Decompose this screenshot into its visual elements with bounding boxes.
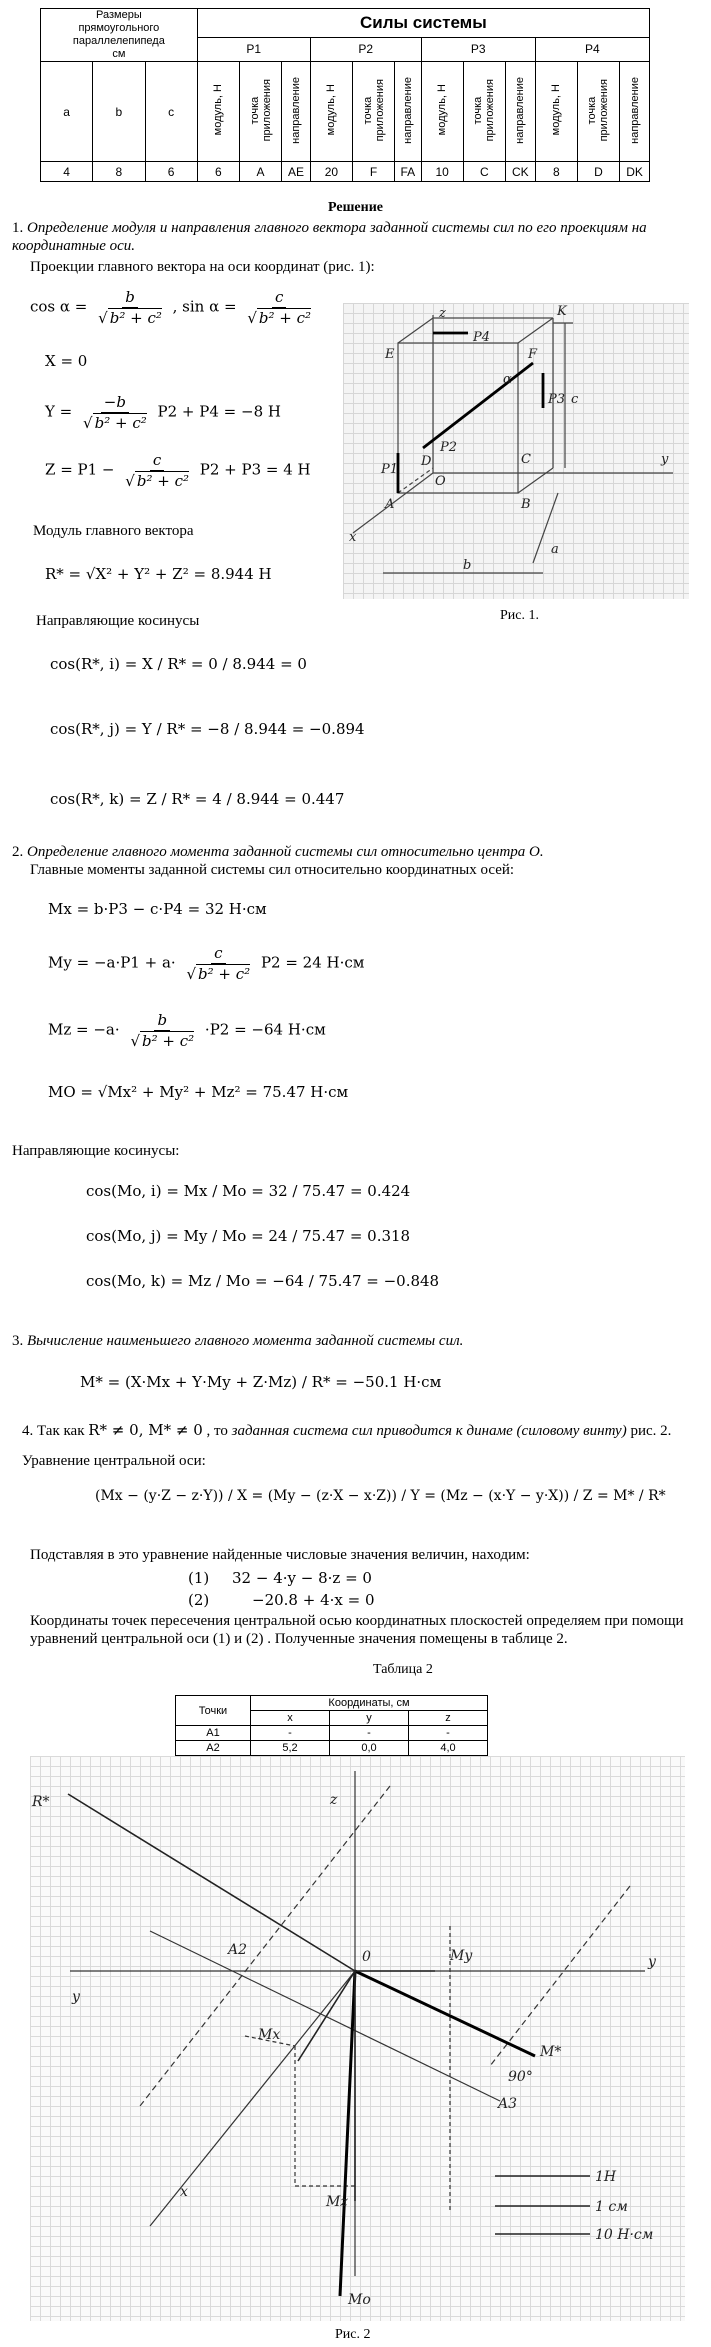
solution-title: Решение <box>328 200 383 215</box>
fig2-label: M* <box>540 2044 562 2060</box>
resultant-cos-k: cos(R*, k) = Z / R* = 4 / 8.944 = 0.447 <box>50 790 345 808</box>
resultant-cos-j: cos(R*, j) = Y / R* = −8 / 8.944 = −0.894 <box>50 720 365 738</box>
table-cell: A1 <box>176 1726 251 1741</box>
fig2-label: A3 <box>498 2096 518 2112</box>
subcol-header: модуль, Н <box>325 84 338 136</box>
subcol-header: точка приложения <box>586 78 611 142</box>
table-2-col: z <box>409 1711 488 1726</box>
fig1-label: α <box>503 372 512 387</box>
substitution-text: Подставляя в это уравнение найденные числовые значения величин, находим: <box>30 1547 530 1563</box>
value-cell: 6 <box>145 162 197 182</box>
value-cell: C <box>463 162 505 182</box>
subcol-header: направление <box>401 76 414 144</box>
subcol-header: направление <box>628 76 641 144</box>
figure-1 <box>343 303 689 599</box>
section-1-intro: Проекции главного вектора на оси координат (рис. 1): <box>30 259 375 275</box>
fig1-label: E <box>385 347 395 362</box>
fig1-label: z <box>439 306 446 321</box>
eq2-number: (2) <box>188 1591 210 1609</box>
moment-y: My = −a·P1 + a· $\frac{c}{\text{√ b² + c²}}$ P2 = 24 Н·см <box>48 944 365 983</box>
fig2-label: 90° <box>508 2069 533 2085</box>
moment-x: Mx = b·P3 − c·P4 = 32 Н·см <box>48 900 267 918</box>
projection-line <box>490 1886 630 2066</box>
value-cell: FA <box>395 162 421 182</box>
value-cell: 10 <box>421 162 463 182</box>
box-edge <box>398 468 433 493</box>
section-2-intro: Главные моменты заданной системы сил относительно координатных осей: <box>30 862 515 878</box>
table-2-title: Таблица 2 <box>373 1662 433 1677</box>
scale-label: 10 Н·см <box>595 2227 654 2243</box>
section-num: 1. <box>12 220 24 236</box>
moment-z: Mz = −a· $\frac{b}{\text{√ b² + c²}}$ ·P2 = −64 Н·см <box>48 1011 326 1050</box>
resultant-cos-i: cos(R*, i) = X / R* = 0 / 8.944 = 0 <box>50 655 307 673</box>
subcol-header: направление <box>289 76 302 144</box>
subcol-header: точка приложения <box>472 78 497 142</box>
subcol-header: модуль, Н <box>212 84 225 136</box>
forces-header: Силы системы <box>197 9 649 38</box>
fig1-label: C <box>521 452 531 467</box>
y-rhs: P2 + P4 = −8 Н <box>157 402 281 421</box>
table-cell: - <box>330 1726 409 1741</box>
value-cell: 20 <box>310 162 352 182</box>
moment-o-arrow <box>340 1971 355 2296</box>
fig2-label: My <box>450 1948 473 1964</box>
box-edge <box>398 318 433 343</box>
fig1-label: K <box>557 304 567 319</box>
fig2-label: Mo <box>348 2292 371 2308</box>
fig2-label: Mx <box>258 2027 281 2043</box>
section-text: рис. 2. <box>626 1423 672 1439</box>
scale-label: 1 см <box>595 2199 628 2215</box>
section-text: заданная система сил приводится к динаме (силовому винту) <box>231 1423 627 1439</box>
subcol-header: модуль, Н <box>436 84 449 136</box>
resultant-modulus: R* = √X² + Y² + Z² = 8.944 Н <box>45 565 272 583</box>
force-p1-header: P1 <box>197 37 310 61</box>
scale-label: 1Н <box>595 2169 617 2185</box>
table-cell: 4,0 <box>409 1741 488 1756</box>
force-p3-header: P3 <box>421 37 535 61</box>
moment-o: MO = √Mx² + My² + Mz² = 75.47 Н·см <box>48 1083 349 1101</box>
fig1-label: A <box>385 497 395 512</box>
section-title: Определение модуля и направления главного вектора заданной системы сил по его проекциям на координатные оси. <box>12 220 647 254</box>
value-cell: D <box>577 162 619 182</box>
projection-line <box>140 1786 390 2106</box>
force-p4-header: P4 <box>535 37 649 61</box>
moment-cos-k: cos(Mo, k) = Mz / Mo = −64 / 75.47 = −0.848 <box>86 1272 440 1290</box>
table-2-coords-header: Координаты, см <box>251 1696 488 1711</box>
moment-cos-j: cos(Mo, j) = My / Mo = 24 / 75.47 = 0.318 <box>86 1227 411 1245</box>
y-lhs: Y = <box>45 402 73 421</box>
fig1-label: c <box>571 392 579 407</box>
dynamo-condition: R* ≠ 0, M* ≠ 0 <box>88 1421 203 1439</box>
value-cell: 8 <box>535 162 577 182</box>
table-row <box>176 1726 488 1741</box>
value-cell: 6 <box>197 162 239 182</box>
y-projection: Y = $\frac{-b}{\text{√ b² + c²}}$ P2 + P4 = −8 Н <box>45 393 281 432</box>
section-num: 4. Так как <box>22 1423 85 1439</box>
fig2-label: A2 <box>228 1942 248 1958</box>
fig2-label: z <box>330 1792 338 1808</box>
my-lhs: My = −a·P1 + a· <box>48 953 176 972</box>
figure-1-drawing <box>343 303 689 599</box>
section-title: Вычисление наименьшего главного момента заданной системы сил. <box>27 1333 464 1349</box>
fig2-label: y <box>648 1954 656 1970</box>
eq1: 32 − 4·y − 8·z = 0 <box>232 1569 372 1587</box>
fig1-label: F <box>528 347 538 362</box>
box-edge <box>518 318 553 343</box>
table-cell: 5,2 <box>251 1741 330 1756</box>
section-2-heading <box>12 844 702 861</box>
z-lhs: Z = P1 − <box>45 460 115 479</box>
figure-2-drawing <box>30 1756 685 2321</box>
minimal-moment: M* = (X·Mx + Y·My + Z·Mz) / R* = −50.1 Н·см <box>80 1373 442 1391</box>
section-num: 3. <box>12 1333 24 1349</box>
box-edge <box>518 468 553 493</box>
force-p2-arrow <box>423 363 533 448</box>
fig1-label: y <box>661 452 669 467</box>
fig1-label: O <box>435 474 446 489</box>
central-axis-label: Уравнение центральной оси: <box>22 1453 206 1469</box>
value-cell: A <box>239 162 281 182</box>
table-2-col: y <box>330 1711 409 1726</box>
dim-a-header: a <box>41 62 93 162</box>
fig2-label: R* <box>32 1794 50 1810</box>
section-1-heading <box>12 219 702 255</box>
forces-table <box>40 8 650 182</box>
force-p2-header: P2 <box>310 37 421 61</box>
modulus-label: Модуль главного вектора <box>33 523 194 539</box>
x-projection: X = 0 <box>45 352 88 370</box>
value-cell: 4 <box>41 162 93 182</box>
fig1-label: D <box>421 454 432 469</box>
fig2-label: Mz <box>326 2194 348 2210</box>
section-4-heading <box>22 1421 711 1440</box>
value-cell: AE <box>282 162 311 182</box>
box-front <box>398 343 518 493</box>
table-2-points-header: Точки <box>176 1696 251 1726</box>
dims-header: Размеры прямоугольного параллелепипеда см <box>41 9 198 62</box>
moment-x-arrow <box>298 1971 355 2061</box>
subcol-header: модуль, Н <box>550 84 563 136</box>
mz-lhs: Mz = −a· <box>48 1020 120 1039</box>
subcol-header: направление <box>514 76 527 144</box>
eq1-number: (1) <box>188 1569 210 1587</box>
section-text: , то <box>202 1423 228 1439</box>
subcol-header: точка приложения <box>361 78 386 142</box>
mz-rhs: ·P2 = −64 Н·см <box>204 1020 326 1039</box>
table-cell: A2 <box>176 1741 251 1756</box>
table-cell: - <box>409 1726 488 1741</box>
fig1-label: x <box>349 530 357 545</box>
cos-sin-formula: cos α = $\frac{b}{\text{√ b² + c²}}$ , sin α = $\frac{c}{\text{√ b² + c²}}$ <box>30 288 312 327</box>
eq2: −20.8 + 4·x = 0 <box>252 1591 375 1609</box>
my-rhs: P2 = 24 Н·см <box>260 953 365 972</box>
section-num: 2. <box>12 844 24 860</box>
value-cell: F <box>352 162 394 182</box>
z-rhs: P2 + P3 = 4 Н <box>199 460 311 479</box>
value-cell: DK <box>620 162 650 182</box>
fig1-label: b <box>463 558 472 573</box>
sin-alpha-label: , sin α = <box>172 297 237 316</box>
fig1-label: P1 <box>381 462 399 477</box>
section-title: Определение главного момента заданной системы сил относительно центра О. <box>27 844 544 860</box>
fig1-label: B <box>521 497 531 512</box>
figure-2-caption: Рис. 2 <box>335 2327 371 2342</box>
table-2-col: x <box>251 1711 330 1726</box>
figure-2 <box>30 1756 685 2321</box>
cos-alpha-label: cos α = <box>30 297 88 316</box>
fig1-label: P2 <box>440 440 458 455</box>
fig1-label: P3 <box>548 392 566 407</box>
z-projection: Z = P1 − $\frac{c}{\text{√ b² + c²}}$ P2 + P3 = 4 Н <box>45 451 311 490</box>
dim-b-header: b <box>93 62 145 162</box>
dim-c-header: c <box>145 62 197 162</box>
moment-cos-i: cos(Mo, i) = Mx / Mo = 32 / 75.47 = 0.424 <box>86 1182 411 1200</box>
value-cell: 8 <box>93 162 145 182</box>
coords-text: Координаты точек пересечения центральной осью координатных плоскостей определяем при помощи уравнений центральной оси (1) и (2) . Полученные значения помещены в таблице 2. <box>30 1613 684 1647</box>
fig1-label: a <box>551 542 559 557</box>
dircos-label-1: Направляющие косинусы <box>36 613 200 629</box>
fig1-label: P4 <box>473 330 491 345</box>
fig2-label: x <box>180 2184 188 2200</box>
fig2-label: 0 <box>362 1949 371 1965</box>
central-axis-equation: (Mx − (y·Z − z·Y)) / X = (My − (z·X − x·Z)) / Y = (Mz − (x·Y − y·X)) / Z = M* / R* <box>95 1488 666 1504</box>
table-cell: 0,0 <box>330 1741 409 1756</box>
value-cell: CK <box>505 162 535 182</box>
fig2-label: y <box>72 1989 80 2005</box>
resultant-arrow <box>68 1794 355 1971</box>
figure-1-caption: Рис. 1. <box>500 608 539 623</box>
table-cell: - <box>251 1726 330 1741</box>
table-row <box>176 1741 488 1756</box>
dircos-label-2: Направляющие косинусы: <box>12 1143 180 1159</box>
section-3-heading <box>12 1333 702 1350</box>
subcol-header: точка приложения <box>248 78 273 142</box>
